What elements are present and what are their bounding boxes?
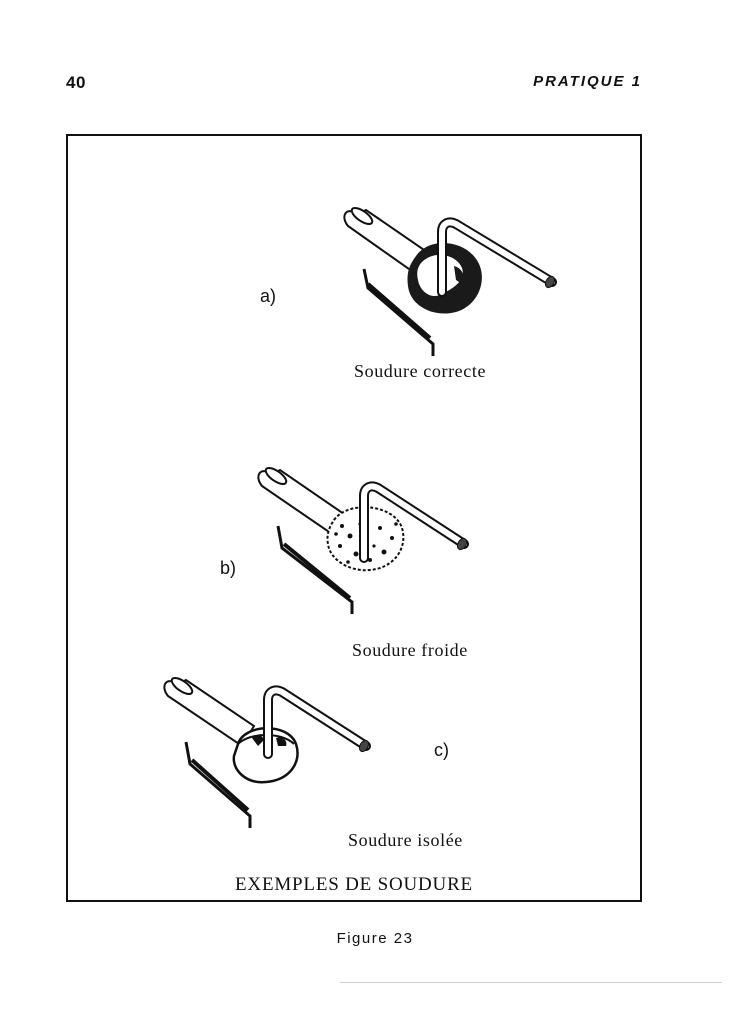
page-number: 40 — [66, 73, 86, 92]
figure-frame — [66, 134, 642, 902]
caption-soudure-froide: Soudure froide — [352, 640, 468, 660]
running-head: PRATIQUE 1 — [533, 73, 642, 90]
soldered-joint-isolated-illustration — [158, 670, 378, 830]
soldered-joint-cold-illustration — [252, 462, 472, 622]
caption-soudure-isolee: Soudure isolée — [348, 830, 463, 850]
label-b: b) — [220, 558, 237, 578]
figure-title: EXEMPLES DE SOUDURE — [235, 874, 473, 895]
bottom-rule — [340, 982, 722, 983]
caption-soudure-correcte: Soudure correcte — [354, 361, 487, 381]
label-a: a) — [260, 286, 277, 306]
soldered-joint-correct-illustration — [338, 196, 558, 356]
label-c: c) — [434, 740, 449, 760]
figure-number: Figure 23 — [336, 930, 414, 947]
